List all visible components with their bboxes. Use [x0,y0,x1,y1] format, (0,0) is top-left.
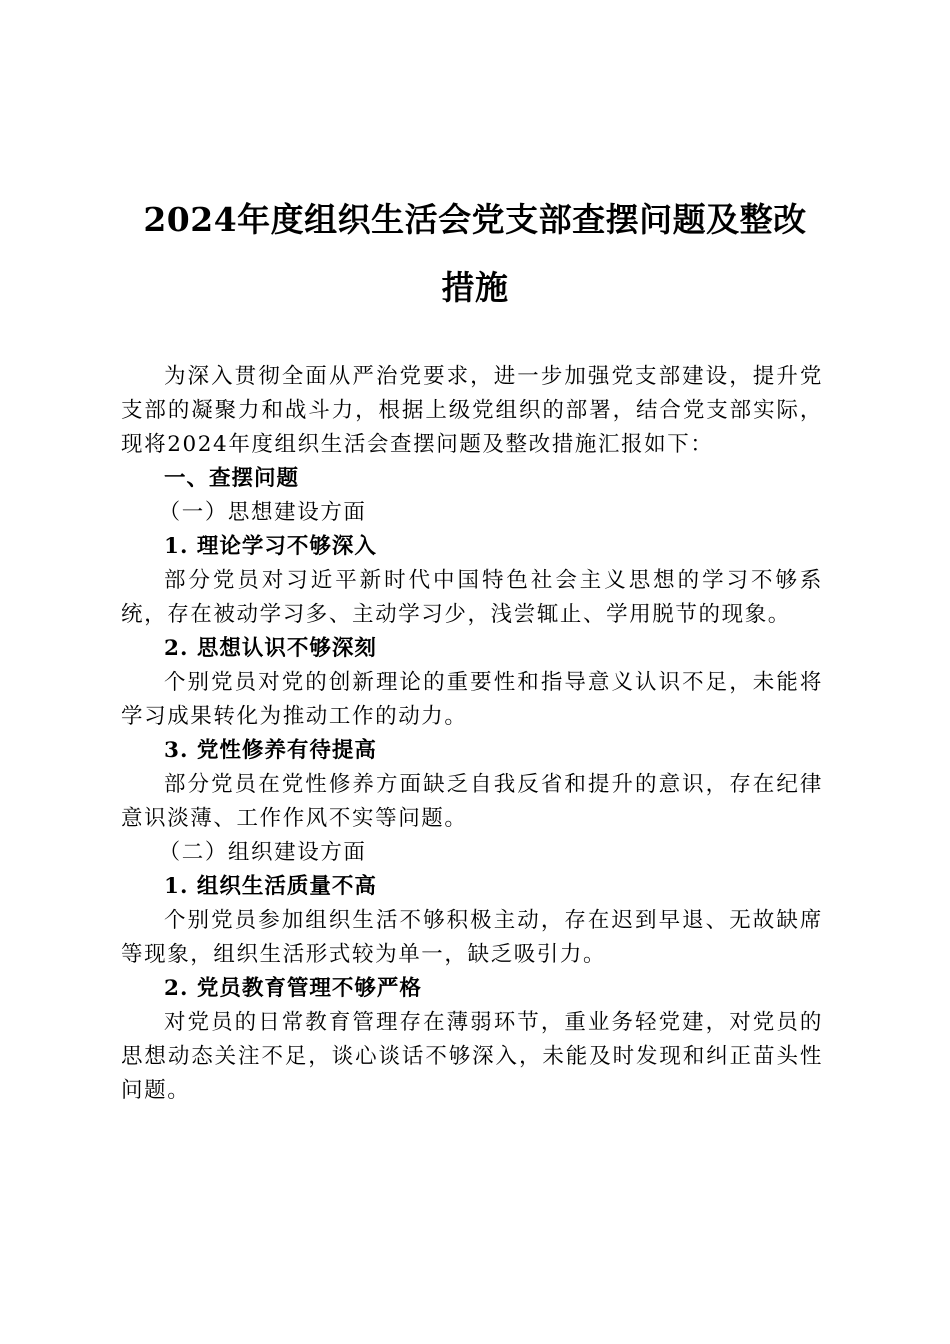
item-heading: 2. 党员教育管理不够严格 [164,976,422,1001]
item-heading: 1. 理论学习不够深入 [164,534,377,559]
item-heading: 3. 党性修养有待提高 [164,738,377,763]
item-paragraph: 对党员的日常教育管理存在薄弱环节，重业务轻党建，对党员的思想动态关注不足，谈心谈话不够深入，未能及时发现和纠正苗头性问题。 [121,1010,823,1103]
document-body [121,360,823,1108]
item-heading: 2. 思想认识不够深刻 [164,636,377,661]
item-paragraph: 部分党员对习近平新时代中国特色社会主义思想的学习不够系统，存在被动学习多、主动学习少，浅尝辄止、学用脱节的现象。 [121,568,823,627]
intro-paragraph: 为深入贯彻全面从严治党要求，进一步加强党支部建设，提升党支部的凝聚力和战斗力，根据上级党组织的部署，结合党支部实际，现将2024年度组织生活会查摆问题及整改措施汇报如下： [121,364,823,457]
item-paragraph: 个别党员参加组织生活不够积极主动，存在迟到早退、无故缺席等现象，组织生活形式较为单一，缺乏吸引力。 [121,908,823,967]
subsection-heading: （二）组织建设方面 [158,840,367,865]
document-title-line-2: 措施 [441,268,509,307]
document-title-line-1: 2024年度组织生活会党支部查摆问题及整改 [143,200,807,239]
item-paragraph: 部分党员在党性修养方面缺乏自我反省和提升的意识，存在纪律意识淡薄、工作作风不实等问题。 [121,772,823,831]
item-heading: 1. 组织生活质量不高 [164,874,377,899]
subsection-heading: （一）思想建设方面 [158,500,367,525]
section-heading: 一、查摆问题 [164,466,300,491]
item-paragraph: 个别党员对党的创新理论的重要性和指导意义认识不足，未能将学习成果转化为推动工作的动力。 [121,670,823,729]
